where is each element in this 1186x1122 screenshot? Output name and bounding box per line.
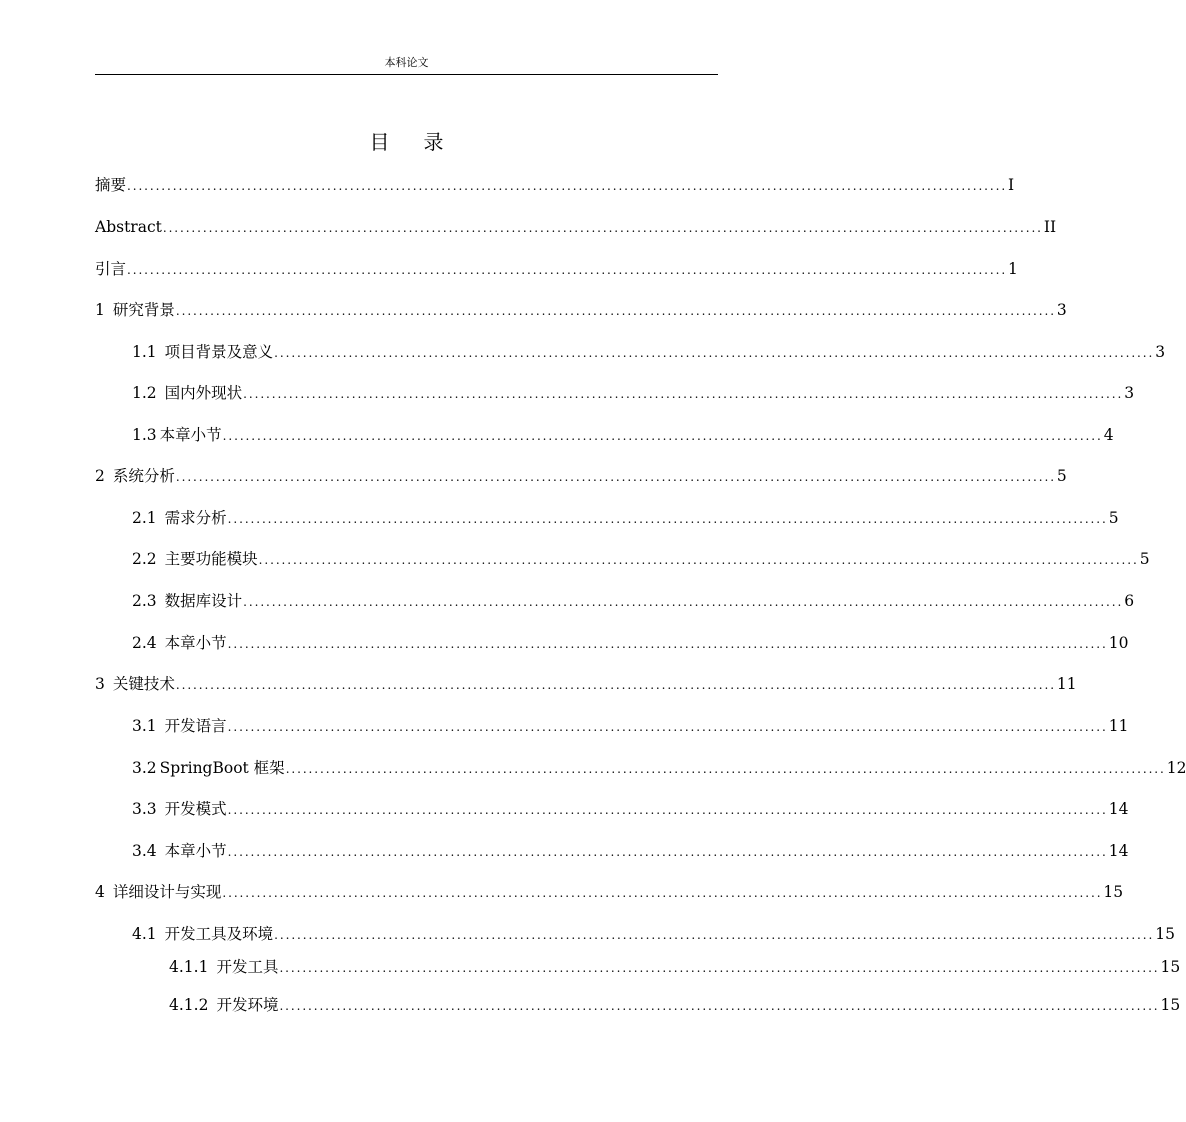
toc-entry-subsection-4-1-1[interactable] bbox=[169, 955, 1181, 979]
toc-entry-chapter-2[interactable] bbox=[95, 464, 1067, 488]
toc-entry-page: 6 bbox=[1124, 592, 1135, 610]
toc-entry-section-2-4[interactable] bbox=[132, 631, 1129, 655]
toc-entry-page: 15 bbox=[1103, 883, 1124, 901]
toc-entry-label bbox=[132, 714, 227, 738]
toc-entry-chapter-4[interactable] bbox=[95, 880, 1124, 904]
toc-entry-number: 3.4 bbox=[132, 842, 157, 860]
toc-leader: .......................................................................................................................................................... bbox=[127, 263, 1008, 277]
toc-leader: .......................................................................................................................................................... bbox=[227, 512, 1108, 526]
toc-leader: .......................................................................................................................................................... bbox=[274, 928, 1155, 942]
toc-entry-label bbox=[95, 672, 175, 696]
toc-entry-abstract-cn[interactable] bbox=[95, 173, 1015, 197]
toc-entry-page: 11 bbox=[1056, 675, 1077, 693]
toc-entry-page: 14 bbox=[1108, 842, 1129, 860]
toc-entry-subsection-4-1-2[interactable] bbox=[169, 993, 1181, 1017]
toc-entry-text: 国内外现状 bbox=[164, 384, 243, 402]
toc-entry-number: 4 bbox=[95, 883, 105, 901]
toc-entry-label bbox=[169, 993, 278, 1017]
toc-title-char-1: 目 bbox=[369, 130, 390, 154]
toc-entry-introduction[interactable] bbox=[95, 257, 1018, 281]
toc-entry-page: I bbox=[1008, 176, 1015, 194]
toc-entry-number: 2.3 bbox=[132, 592, 157, 610]
toc-entry-text: 主要功能模块 bbox=[164, 550, 258, 568]
toc-entry-label bbox=[132, 631, 227, 655]
toc-entry-label bbox=[132, 423, 222, 447]
toc-entry-abstract-en[interactable] bbox=[95, 215, 1057, 239]
toc-entry-section-2-2[interactable] bbox=[132, 547, 1150, 571]
toc-entry-label bbox=[132, 922, 273, 946]
toc-entry-page: 5 bbox=[1139, 550, 1150, 568]
toc-leader: .......................................................................................................................................................... bbox=[227, 637, 1108, 651]
toc-entry-section-2-1[interactable] bbox=[132, 506, 1119, 530]
toc-leader: .......................................................................................................................................................... bbox=[258, 553, 1139, 567]
toc-entry-section-4-1[interactable] bbox=[132, 922, 1175, 946]
toc-entry-section-3-2[interactable] bbox=[132, 756, 1186, 780]
toc-entry-page: 15 bbox=[1160, 996, 1181, 1014]
toc-entry-label bbox=[95, 464, 175, 488]
toc-leader: .......................................................................................................................................................... bbox=[162, 221, 1043, 235]
toc-entry-section-2-3[interactable] bbox=[132, 589, 1135, 613]
toc-entry-label bbox=[132, 340, 273, 364]
toc-entry-page: 11 bbox=[1108, 717, 1129, 735]
toc-leader: .......................................................................................................................................................... bbox=[243, 387, 1124, 401]
toc-entry-page: 3 bbox=[1155, 343, 1166, 361]
toc-entry-number: 3.2 bbox=[132, 759, 157, 777]
toc-entry-label: 引言 bbox=[95, 260, 127, 278]
toc-entry-section-3-4[interactable] bbox=[132, 839, 1129, 863]
toc-entry-section-3-1[interactable] bbox=[132, 714, 1129, 738]
toc-entry-text: 本章小节 bbox=[164, 842, 227, 860]
toc-entry-text: SpringBoot 框架 bbox=[159, 759, 285, 777]
toc-leader: .......................................................................................................................................................... bbox=[274, 346, 1155, 360]
toc-entry-page: 15 bbox=[1155, 925, 1175, 943]
toc-leader: .......................................................................................................................................................... bbox=[227, 845, 1108, 859]
toc-entry-label bbox=[132, 839, 227, 863]
toc-leader: .......................................................................................................................................................... bbox=[279, 999, 1160, 1013]
toc-entry-number: 2.1 bbox=[132, 509, 157, 527]
toc-entry-number: 4.1.2 bbox=[169, 996, 209, 1014]
toc-leader: .......................................................................................................................................................... bbox=[175, 304, 1056, 318]
toc-leader: .......................................................................................................................................................... bbox=[175, 470, 1056, 484]
toc-entry-page: 4 bbox=[1103, 426, 1114, 444]
toc-entry-number: 3 bbox=[95, 675, 105, 693]
toc-entry-page: 12 bbox=[1166, 759, 1186, 777]
toc-entry-label bbox=[132, 797, 227, 821]
toc-entry-section-1-2[interactable] bbox=[132, 381, 1135, 405]
toc-entry-section-1-3[interactable] bbox=[132, 423, 1114, 447]
toc-entry-page: II bbox=[1043, 218, 1057, 236]
toc-entry-number: 1.3 bbox=[132, 426, 157, 444]
toc-leader: .......................................................................................................................................................... bbox=[279, 961, 1160, 975]
toc-entry-label bbox=[132, 506, 227, 530]
toc-leader: .......................................................................................................................................................... bbox=[175, 678, 1056, 692]
toc-entry-page: 5 bbox=[1108, 509, 1119, 527]
running-header: 本科论文 bbox=[384, 56, 429, 69]
toc-entry-number: 1 bbox=[95, 301, 105, 319]
toc-entry-label bbox=[132, 756, 285, 780]
toc-leader: .......................................................................................................................................................... bbox=[243, 595, 1124, 609]
toc-entry-text: 需求分析 bbox=[164, 509, 227, 527]
toc-entry-text: 开发环境 bbox=[216, 996, 279, 1014]
toc-entry-label bbox=[95, 298, 175, 322]
toc-entry-section-3-3[interactable] bbox=[132, 797, 1129, 821]
toc-entry-chapter-1[interactable] bbox=[95, 298, 1067, 322]
toc-entry-label bbox=[169, 955, 278, 979]
toc-entry-text: 研究背景 bbox=[112, 301, 175, 319]
toc-entry-number: 1.1 bbox=[132, 343, 157, 361]
toc-entry-number: 2.2 bbox=[132, 550, 157, 568]
toc-leader: .......................................................................................................................................................... bbox=[222, 429, 1103, 443]
toc-entry-text: 开发工具 bbox=[216, 958, 279, 976]
toc-entry-page: 5 bbox=[1056, 467, 1067, 485]
toc-entry-chapter-3[interactable] bbox=[95, 672, 1077, 696]
toc-entry-text: 开发工具及环境 bbox=[164, 925, 274, 943]
toc-entry-number: 3.1 bbox=[132, 717, 157, 735]
toc-leader: .......................................................................................................................................................... bbox=[127, 179, 1008, 193]
toc-entry-number: 1.2 bbox=[132, 384, 157, 402]
toc-entry-page: 15 bbox=[1160, 958, 1181, 976]
toc-entry-page: 3 bbox=[1056, 301, 1067, 319]
toc-entry-text: 本章小节 bbox=[159, 426, 222, 444]
header-rule bbox=[95, 74, 718, 75]
toc-entry-section-1-1[interactable] bbox=[132, 340, 1166, 364]
toc-entry-text: 项目背景及意义 bbox=[164, 343, 274, 361]
toc-leader: .......................................................................................................................................................... bbox=[222, 886, 1103, 900]
toc-entry-number: 4.1.1 bbox=[169, 958, 209, 976]
toc-entry-page: 10 bbox=[1108, 634, 1129, 652]
toc-entry-label: Abstract bbox=[95, 218, 162, 236]
toc-entry-page: 14 bbox=[1108, 800, 1129, 818]
toc-entry-text: 开发模式 bbox=[164, 800, 227, 818]
toc-entry-label bbox=[95, 880, 221, 904]
toc-entry-label bbox=[132, 547, 258, 571]
toc-leader: .......................................................................................................................................................... bbox=[227, 720, 1108, 734]
toc-entry-page: 1 bbox=[1008, 260, 1018, 278]
toc-entry-number: 4.1 bbox=[132, 925, 157, 943]
toc-entry-label bbox=[132, 381, 242, 405]
toc-leader: .......................................................................................................................................................... bbox=[285, 762, 1166, 776]
toc-entry-text: 本章小节 bbox=[164, 634, 227, 652]
toc-entry-text: 数据库设计 bbox=[164, 592, 243, 610]
toc-entry-number: 2 bbox=[95, 467, 105, 485]
toc-entry-number: 2.4 bbox=[132, 634, 157, 652]
toc-entry-text: 关键技术 bbox=[112, 675, 175, 693]
toc-entry-number: 3.3 bbox=[132, 800, 157, 818]
toc-title bbox=[95, 128, 718, 156]
toc-title-char-2: 录 bbox=[423, 130, 444, 154]
toc-entry-text: 系统分析 bbox=[112, 467, 175, 485]
toc-entry-text: 开发语言 bbox=[164, 717, 227, 735]
toc-leader: .......................................................................................................................................................... bbox=[227, 803, 1108, 817]
toc-entry-page: 3 bbox=[1124, 384, 1135, 402]
toc-entry-text: 详细设计与实现 bbox=[112, 883, 222, 901]
toc-entry-label: 摘要 bbox=[95, 176, 127, 194]
toc-entry-label bbox=[132, 589, 242, 613]
